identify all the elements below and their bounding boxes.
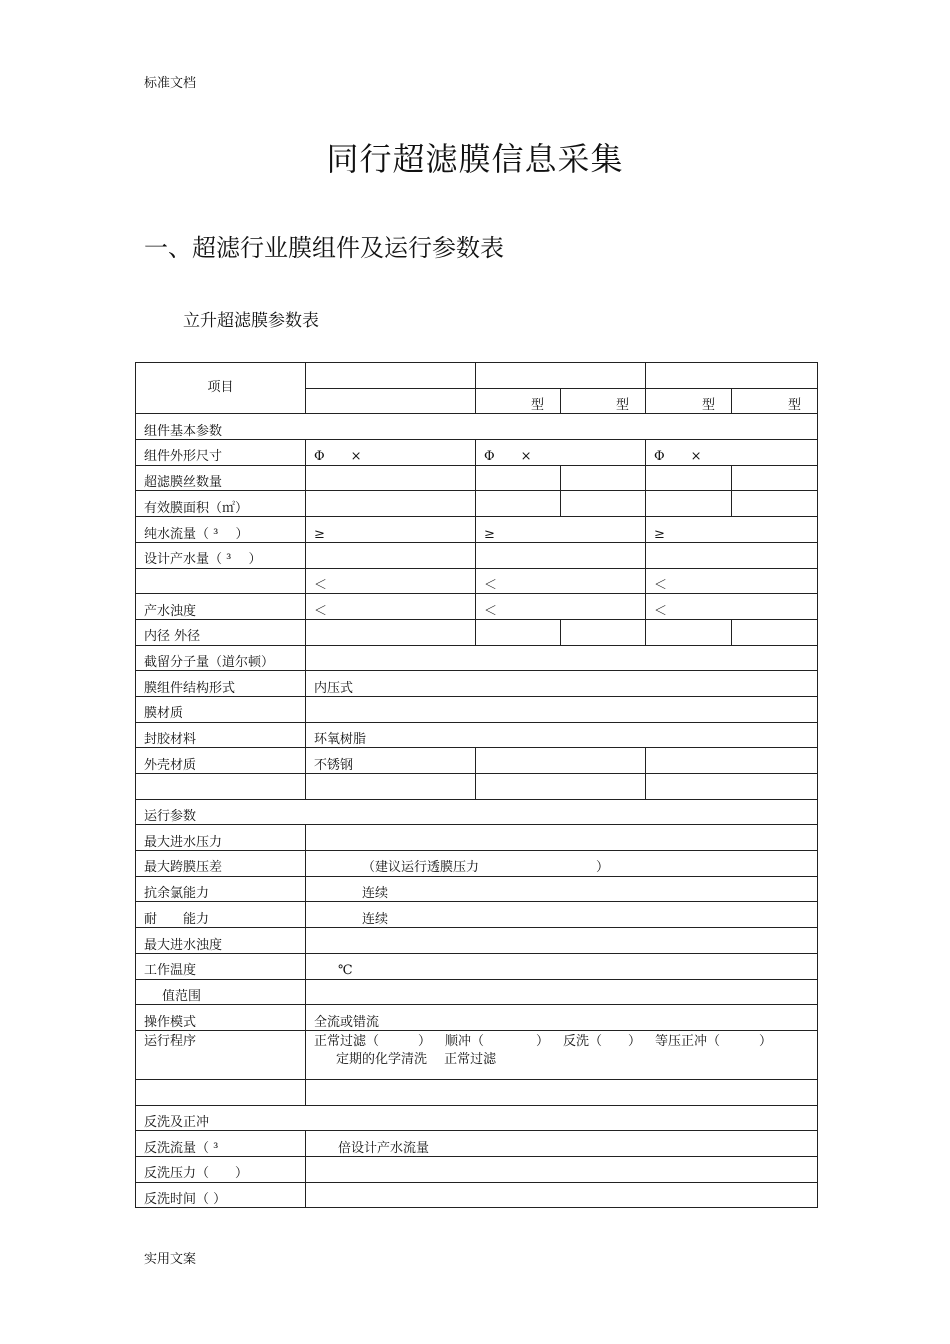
table-row bbox=[136, 1182, 818, 1208]
row-label bbox=[136, 774, 306, 800]
model-header: 型 bbox=[646, 388, 732, 414]
table-row bbox=[136, 851, 818, 877]
procedure-line-2: 定期的化学清洗 正常过滤 bbox=[336, 1052, 497, 1068]
table-cell bbox=[306, 876, 818, 902]
procedure-step: 等压正冲（ ） bbox=[655, 1033, 773, 1049]
row-label: 组件外形尺寸 bbox=[136, 440, 306, 466]
table-cell bbox=[306, 1156, 818, 1182]
page-footer: 实用文案 bbox=[144, 1252, 197, 1267]
table-row bbox=[136, 825, 818, 851]
table-cell bbox=[306, 1182, 818, 1208]
table-cell bbox=[646, 491, 732, 517]
table-cell bbox=[646, 465, 732, 491]
table-cell bbox=[306, 979, 818, 1005]
table-row bbox=[136, 876, 818, 902]
row-label: 纯水流量（ ³ ） bbox=[136, 517, 306, 543]
table-cell: ＜ bbox=[306, 594, 476, 620]
table-cell: ＜ bbox=[646, 594, 818, 620]
table-cell bbox=[306, 928, 818, 954]
row-label: 外壳材质 bbox=[136, 748, 306, 774]
table-row bbox=[136, 696, 818, 722]
procedure-step: 顺冲（ ） bbox=[445, 1033, 550, 1049]
section-heading: 一、超滤行业膜组件及运行参数表 bbox=[144, 234, 504, 262]
row-label: 封胶材料 bbox=[136, 722, 306, 748]
table-cell bbox=[476, 748, 646, 774]
table-cell bbox=[476, 491, 561, 517]
table-cell bbox=[306, 774, 476, 800]
table-cell bbox=[646, 542, 818, 568]
table-cell bbox=[646, 748, 818, 774]
table-cell: Φ × bbox=[306, 440, 476, 466]
row-label: 有效膜面积（㎡） bbox=[136, 491, 306, 517]
table-cell bbox=[306, 953, 818, 979]
row-label: 设计产水量（ ³ ） bbox=[136, 542, 306, 568]
cell-text: 倍设计产水流量 bbox=[338, 1140, 430, 1156]
table-cell bbox=[476, 542, 646, 568]
row-label: 操作模式 bbox=[136, 1005, 306, 1031]
table-row bbox=[136, 1105, 818, 1131]
table-row bbox=[136, 774, 818, 800]
table-row bbox=[136, 979, 818, 1005]
model-header: 型 bbox=[561, 388, 646, 414]
row-label: 膜材质 bbox=[136, 696, 306, 722]
table-cell bbox=[561, 465, 646, 491]
section-row-label: 组件基本参数 bbox=[136, 414, 818, 440]
table-cell: ≥ bbox=[646, 517, 818, 543]
cell-text: ℃ bbox=[338, 963, 353, 979]
table-cell: 内压式 bbox=[306, 671, 818, 697]
row-label: 超滤膜丝数量 bbox=[136, 465, 306, 491]
table-cell: Φ × bbox=[646, 440, 818, 466]
table-cell bbox=[732, 619, 818, 645]
table-cell bbox=[732, 465, 818, 491]
table-cell: ＜ bbox=[306, 568, 476, 594]
table-cell bbox=[306, 696, 818, 722]
table-cell bbox=[306, 1131, 818, 1157]
table-cell bbox=[306, 465, 476, 491]
table-row bbox=[136, 748, 818, 774]
parameter-table bbox=[135, 362, 818, 1208]
table-row bbox=[136, 465, 818, 491]
table-cell bbox=[306, 825, 818, 851]
table-cell: 环氧树脂 bbox=[306, 722, 818, 748]
table-cell bbox=[476, 465, 561, 491]
table-row bbox=[136, 363, 818, 389]
row-label: 截留分子量（道尔顿） bbox=[136, 645, 306, 671]
cell-text: （建议运行透膜压力 ） bbox=[362, 860, 610, 876]
table-cell bbox=[646, 619, 732, 645]
model-header: 型 bbox=[476, 388, 561, 414]
table-cell bbox=[306, 491, 476, 517]
section-row-label: 反洗及正冲 bbox=[136, 1105, 818, 1131]
table-cell bbox=[306, 902, 818, 928]
table-row bbox=[136, 1079, 818, 1105]
table-row bbox=[136, 722, 818, 748]
table-cell bbox=[561, 619, 646, 645]
procedure-step: 正常过滤（ ） bbox=[314, 1033, 432, 1049]
table-row bbox=[136, 594, 818, 620]
procedure-step: 反洗（ ） bbox=[563, 1033, 642, 1049]
row-label: 反洗时间（ ） bbox=[136, 1182, 306, 1208]
table-cell bbox=[306, 1079, 818, 1105]
row-label: 产水浊度 bbox=[136, 594, 306, 620]
table-cell bbox=[306, 388, 476, 414]
table-cell: ＜ bbox=[646, 568, 818, 594]
row-label: 内径 外径 bbox=[136, 619, 306, 645]
table-cell bbox=[646, 774, 818, 800]
table-row bbox=[136, 1156, 818, 1182]
table-cell bbox=[306, 851, 818, 877]
row-label: 膜组件结构形式 bbox=[136, 671, 306, 697]
table-cell bbox=[646, 363, 818, 389]
table-row bbox=[136, 440, 818, 466]
model-header: 型 bbox=[732, 388, 818, 414]
row-label bbox=[136, 902, 306, 928]
row-label: 反洗流量（ ³ bbox=[136, 1131, 306, 1157]
page-header: 标准文档 bbox=[144, 76, 197, 91]
table-cell bbox=[306, 542, 476, 568]
table-caption: 立升超滤膜参数表 bbox=[183, 311, 319, 331]
row-label bbox=[136, 568, 306, 594]
row-label-part: 能力 bbox=[183, 911, 210, 927]
table-cell bbox=[476, 774, 646, 800]
table-row bbox=[136, 568, 818, 594]
table-row bbox=[136, 953, 818, 979]
row-label: 最大进水压力 bbox=[136, 825, 306, 851]
table-cell bbox=[732, 491, 818, 517]
table-row bbox=[136, 1005, 818, 1031]
row-label bbox=[136, 1079, 306, 1105]
document-title: 同行超滤膜信息采集 bbox=[326, 140, 624, 178]
table-row bbox=[136, 491, 818, 517]
table-row bbox=[136, 671, 818, 697]
table-cell: 不锈钢 bbox=[306, 748, 476, 774]
row-label-part: 耐 bbox=[144, 911, 158, 927]
table-cell bbox=[306, 645, 818, 671]
cell-text: 连续 bbox=[362, 886, 389, 902]
table-cell bbox=[306, 619, 476, 645]
table-cell: ＜ bbox=[476, 594, 646, 620]
table-cell bbox=[476, 619, 561, 645]
table-row bbox=[136, 928, 818, 954]
row-label: 最大进水浊度 bbox=[136, 928, 306, 954]
section-row-label: 运行参数 bbox=[136, 799, 818, 825]
row-label: 抗余氯能力 bbox=[136, 876, 306, 902]
table-row bbox=[136, 799, 818, 825]
row-label: 运行程序 bbox=[136, 1030, 306, 1079]
table-row bbox=[136, 619, 818, 645]
row-label bbox=[136, 979, 306, 1005]
table-cell bbox=[561, 491, 646, 517]
table-cell bbox=[306, 363, 476, 389]
table-row bbox=[136, 517, 818, 543]
table-cell: ＜ bbox=[476, 568, 646, 594]
procedure-cell bbox=[306, 1030, 818, 1079]
table-row bbox=[136, 645, 818, 671]
row-label-text: 值范围 bbox=[162, 988, 202, 1004]
table-row bbox=[136, 542, 818, 568]
row-label: 最大跨膜压差 bbox=[136, 851, 306, 877]
table-row bbox=[136, 902, 818, 928]
table-cell: 全流或错流 bbox=[306, 1005, 818, 1031]
table-cell bbox=[476, 363, 646, 389]
row-label: 反洗压力（ ） bbox=[136, 1156, 306, 1182]
row-label: 工作温度 bbox=[136, 953, 306, 979]
table-row bbox=[136, 414, 818, 440]
table-cell: ≥ bbox=[306, 517, 476, 543]
table-cell: Φ × bbox=[476, 440, 646, 466]
table-row bbox=[136, 1131, 818, 1157]
cell-text: 连续 bbox=[362, 911, 389, 927]
item-header: 项目 bbox=[136, 363, 306, 414]
table-row bbox=[136, 1030, 818, 1079]
table-cell: ≥ bbox=[476, 517, 646, 543]
